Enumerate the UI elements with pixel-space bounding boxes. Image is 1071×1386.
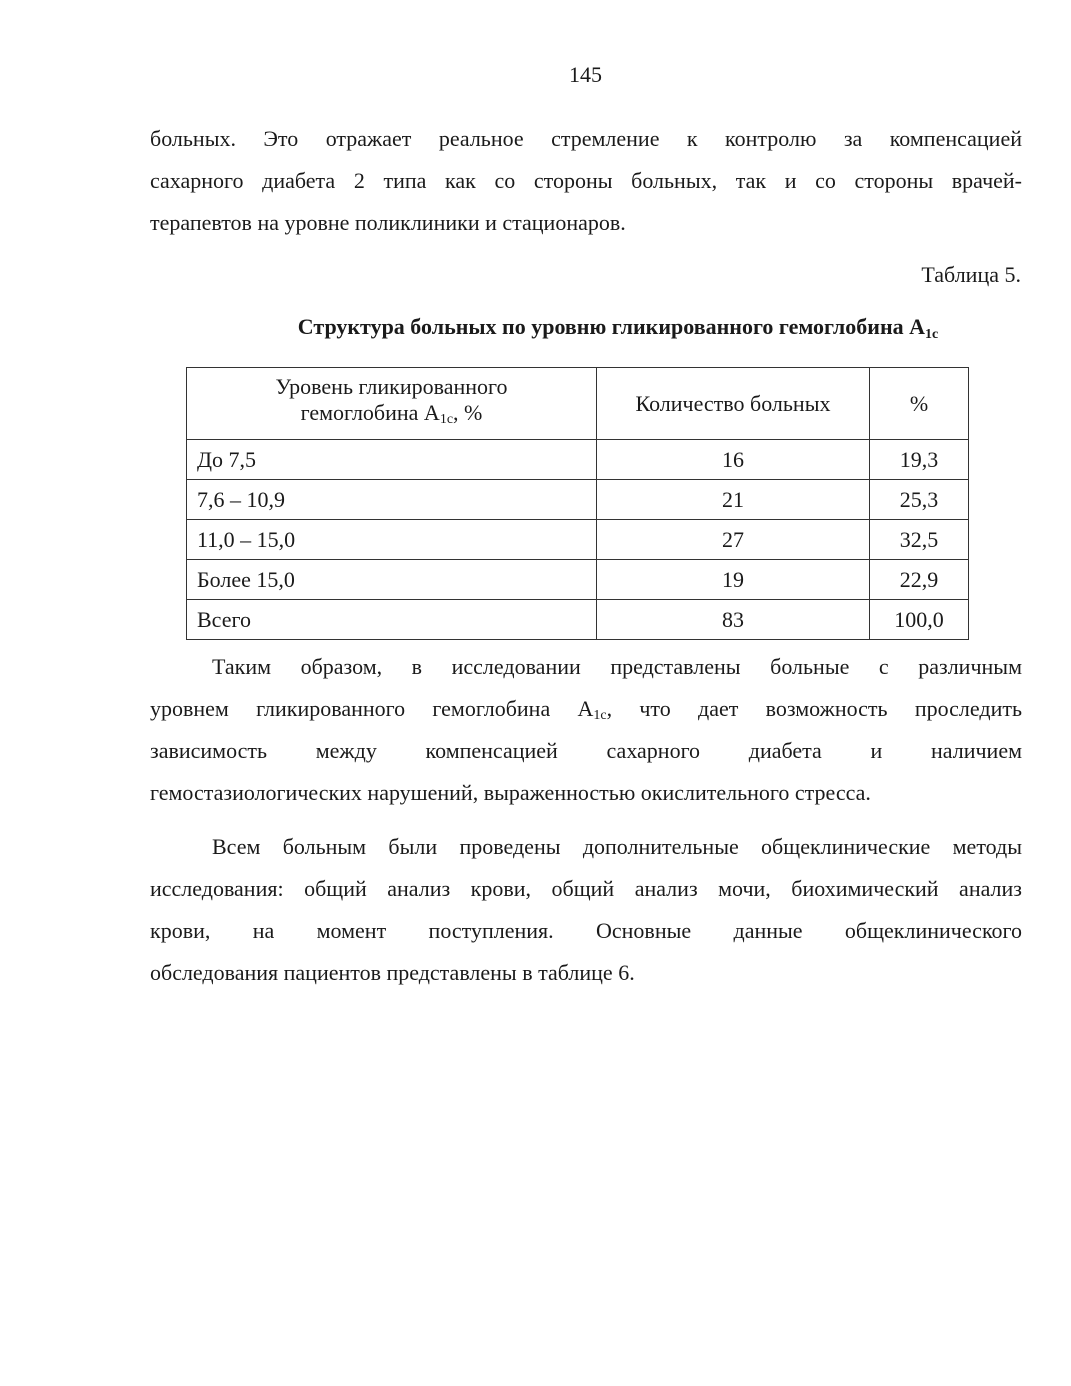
header-level [187,368,597,440]
header-count: Количество больных [597,368,870,440]
paragraph-1 [150,118,1022,244]
header-percent: % [870,368,969,440]
table-row [187,480,969,520]
paragraph-2-line: Таким образом, в исследовании представлены больные с различным [212,654,1022,679]
cell-percent: 25,3 [870,480,969,520]
table-header-row [187,368,969,440]
cell-percent: 32,5 [870,520,969,560]
header-level-unit: , % [453,400,483,425]
paragraph-2-line2-text: уровнем гликированного гемоглобина А [150,696,594,721]
paragraph-3 [150,826,1022,994]
paragraph-1-line: больных. Это отражает реальное стремление к контролю за компенсацией [150,126,1022,151]
cell-count: 21 [597,480,870,520]
cell-level: 7,6 – 10,9 [187,480,597,520]
cell-level: До 7,5 [187,440,597,480]
table-row [187,560,969,600]
paragraph-3-line: обследования пациентов представлены в таблице 6. [150,960,635,985]
cell-percent: 22,9 [870,560,969,600]
paragraph-2-line2-rest: , что дает возможность проследить [606,696,1022,721]
header-level-subscript: 1c [439,412,454,427]
header-level-line1: Уровень гликированного [275,374,508,399]
cell-level: 11,0 – 15,0 [187,520,597,560]
cell-percent: 19,3 [870,440,969,480]
cell-level: Более 15,0 [187,560,597,600]
paragraph-1-line: сахарного диабета 2 типа как со стороны больных, так и со стороны врачей- [150,168,1022,193]
cell-count: 83 [597,600,870,640]
cell-count: 27 [597,520,870,560]
paragraph-2-subscript: 1c [593,708,607,723]
page-number: 145 [569,62,602,87]
table-row [187,440,969,480]
paragraph-3-line: Всем больным были проведены дополнительные общеклинические методы [212,834,1022,859]
data-table [186,367,969,640]
table-label: Таблица 5. [921,262,1021,287]
paragraph-3-line: исследования: общий анализ крови, общий анализ мочи, биохимический анализ [150,876,1022,901]
paragraph-3-line: крови, на момент поступления. Основные данные общеклинического [150,918,1022,943]
paragraph-2 [150,646,1022,814]
paragraph-2-line: зависимость между компенсацией сахарного диабета и наличием [150,738,1022,763]
cell-count: 16 [597,440,870,480]
paragraph-2-line: гемостазиологических нарушений, выраженностью окислительного стресса. [150,780,871,805]
table-row-total [187,600,969,640]
header-level-line2: гемоглобина А [300,400,440,425]
cell-level: Всего [187,600,597,640]
paragraph-2-line [150,688,1022,730]
paragraph-1-line: терапевтов на уровне поликлиники и стационаров. [150,210,626,235]
cell-percent: 100,0 [870,600,969,640]
table-title-text: Структура больных по уровню гликированного гемоглобина А [297,314,926,339]
table-title [0,314,1071,343]
table-title-subscript: 1c [925,327,939,342]
cell-count: 19 [597,560,870,600]
table-row [187,520,969,560]
